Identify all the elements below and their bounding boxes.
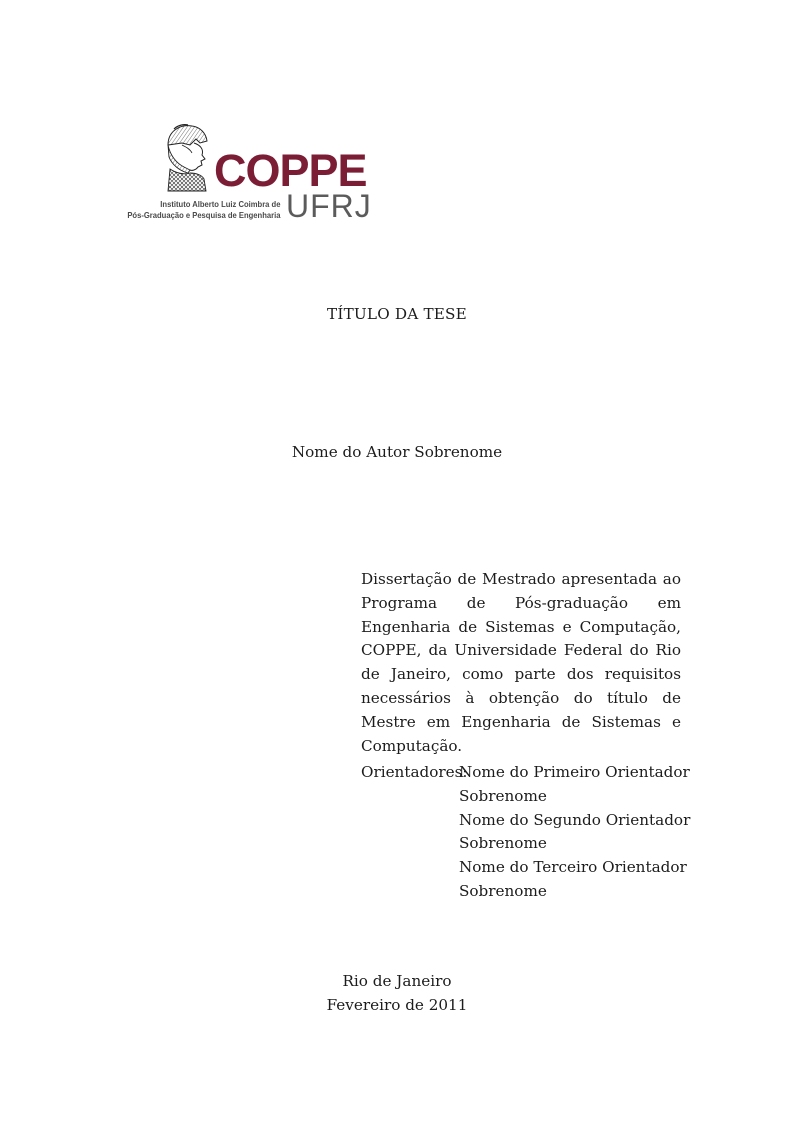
thesis-title: TÍTULO DA TESE	[327, 305, 467, 323]
dissertation-description	[361, 568, 681, 758]
place-and-date	[0, 970, 794, 1018]
description-paragraph: Dissertação de Mestrado apresentada ao Programa de Pós-graduação em Engenharia de Sistemas e Computação, COPPE, da Universidade Federal do Rio de Janeiro, como parte dos requisitos necessários à obtenção do título de Mestre em Engenharia de Sistemas e Computação.	[361, 570, 681, 755]
advisors-list	[459, 761, 690, 904]
logo-sub-brand-text: UFRJ	[286, 188, 372, 224]
advisors-block	[361, 761, 691, 904]
logo-institute-line-1: Instituto Alberto Luiz Coimbra de	[159, 199, 280, 209]
coppe-ufrj-logo	[120, 120, 372, 225]
advisor-line: Sobrenome	[459, 834, 547, 853]
advisor-line: Nome do Segundo Orientador	[459, 810, 691, 829]
advisor-line: Sobrenome	[459, 881, 547, 900]
author-name: Nome do Autor Sobrenome	[291, 443, 503, 461]
advisor-line: Nome do Primeiro Orientador	[459, 763, 690, 781]
advisor-line: Sobrenome	[459, 786, 547, 805]
logo-institute-line-2: Pós-Graduação e Pesquisa de Engenharia	[126, 210, 280, 220]
date: Fevereiro de 2011	[326, 995, 468, 1014]
advisor-line: Nome do Terceiro Orientador	[459, 858, 687, 877]
advisors-label: Orientadores:	[361, 763, 468, 781]
logo-institute-name	[114, 199, 280, 221]
city: Rio de Janeiro	[342, 972, 452, 990]
logo-brand-text: COPPE	[214, 145, 367, 196]
minerva-helmet-emblem-icon	[164, 123, 212, 193]
